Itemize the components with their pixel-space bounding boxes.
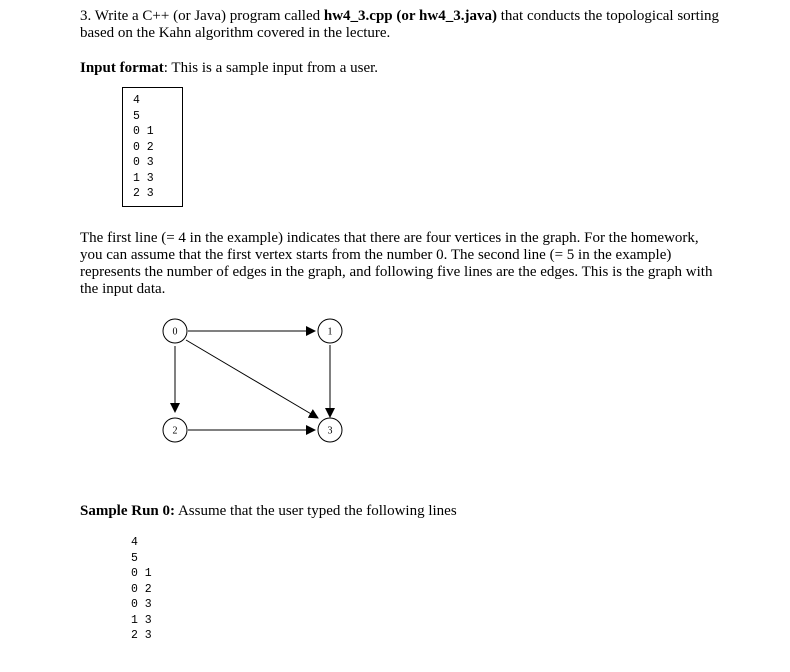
- code-line: 1 3: [133, 171, 154, 185]
- question-suffix: that conducts the topological sorting based on the Kahn algorithm covered in the lecture.: [80, 8, 719, 41]
- code-line: 1 3: [131, 613, 152, 627]
- graph-node-label: 2: [172, 425, 178, 437]
- input-format-text: : This is a sample input from a user.: [163, 60, 379, 76]
- code-line: 5: [133, 109, 140, 123]
- question-filenames: hw4_3.cpp (or hw4_3.java): [323, 8, 497, 24]
- code-line: 0 2: [133, 140, 154, 154]
- code-line: 0 1: [131, 567, 152, 580]
- graph-node-label: 3: [327, 425, 333, 437]
- explanation-text: The first line (= 4 in the example) indicates that there are four vertices in the graph. For the homework, you can assume that the first vertex starts from the number 0. The second line (= 5 in the example) represents the number of edges in the graph, and following five lines are the edges. This is the graph with the input data.: [80, 230, 713, 297]
- sample-run-heading: [80, 503, 720, 520]
- code-line: 0 3: [131, 598, 152, 611]
- code-line: 5: [131, 551, 138, 565]
- graph-node-label: 1: [327, 326, 333, 338]
- code-line: 2 3: [131, 629, 152, 642]
- code-line: 4: [131, 536, 138, 549]
- code-line: 0 2: [131, 582, 152, 596]
- sample-run-text: Assume that the user typed the following lines: [175, 503, 457, 519]
- question-prefix: 3. Write a C++ (or Java) program called: [80, 8, 324, 24]
- sample-run-lines: [131, 535, 152, 644]
- code-line: 0 3: [133, 156, 154, 169]
- graph-edge: [186, 340, 318, 418]
- code-line: 0 1: [133, 125, 154, 138]
- input-format-label: Input format: [80, 60, 164, 76]
- code-line: 2 3: [133, 187, 154, 200]
- code-line: 4: [133, 94, 140, 107]
- graph-node-label: 0: [172, 326, 178, 338]
- sample-run-label: Sample Run 0:: [80, 503, 176, 519]
